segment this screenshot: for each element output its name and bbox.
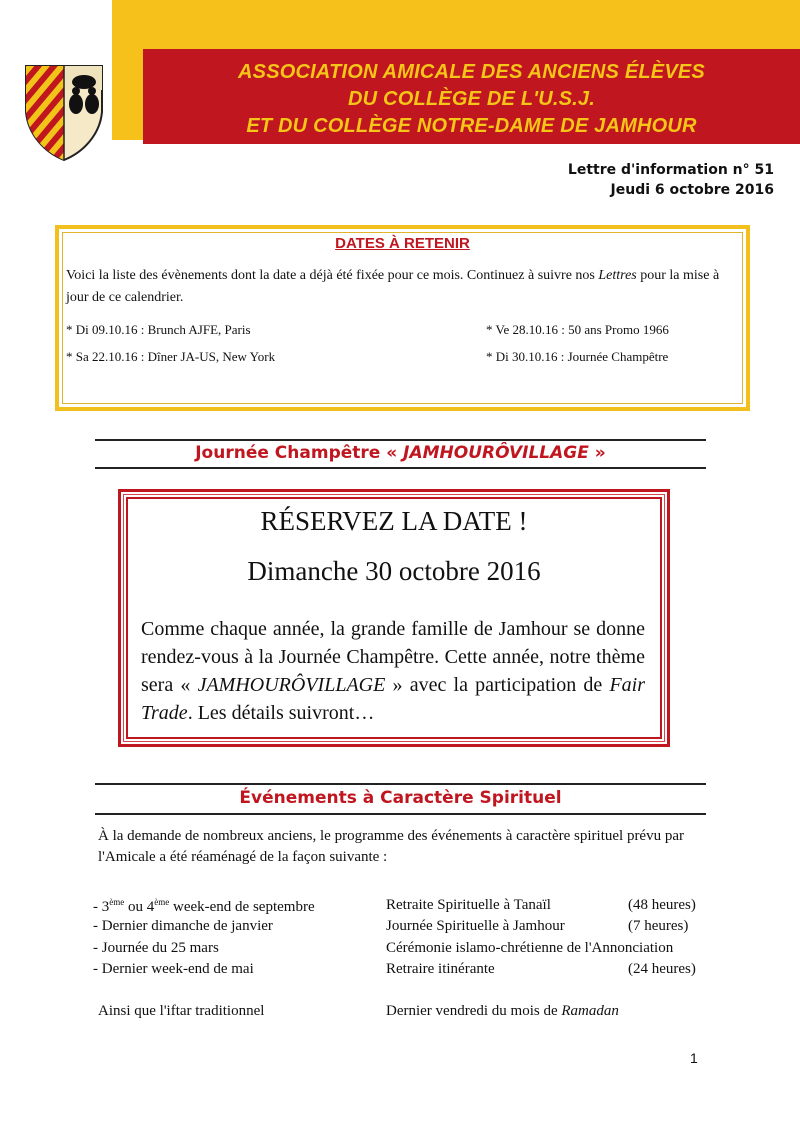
- when-text: - 3: [93, 899, 110, 915]
- dates-box-title: DATES À RETENIR: [335, 235, 470, 252]
- schedule-when: - Dernier dimanche de janvier: [93, 918, 273, 934]
- association-title-line: ASSOCIATION AMICALE DES ANCIENS ÉLÈVES: [238, 61, 705, 83]
- reserve-date-box: [118, 489, 670, 747]
- schedule-when: Ainsi que l'iftar traditionnel: [98, 1003, 265, 1019]
- section-title-italic: JAMHOURÔVILLAGE: [403, 443, 589, 463]
- event-item: * Di 30.10.16 : Journée Champêtre: [486, 349, 669, 364]
- schedule-duration: (24 heures): [628, 961, 696, 977]
- page-number: 1: [690, 1050, 698, 1066]
- intro-italic: Lettres: [598, 268, 637, 283]
- ordinal-sup: ème: [154, 897, 170, 907]
- event-item: * Di 09.10.16 : Brunch AJFE, Paris: [66, 322, 251, 337]
- schedule-event: Retraite Spirituelle à Tanaïl: [386, 897, 551, 913]
- reserve-description: [141, 615, 645, 727]
- section-title-text: »: [588, 443, 606, 463]
- college-crest-logo: [22, 62, 106, 164]
- schedule-event: Retraire itinérante: [386, 961, 495, 977]
- event-italic: Ramadan: [561, 1003, 619, 1019]
- spiritual-intro: À la demande de nombreux anciens, le programme des événements à caractère spirituel prévu par l'Amicale a été réaménagé de la façon suivante :: [98, 828, 684, 865]
- reserve-italic: Fair Trade: [141, 674, 646, 724]
- association-title-banner: [143, 49, 800, 144]
- section-title-text: Journée Champêtre «: [195, 443, 404, 463]
- schedule-when: [93, 897, 315, 916]
- reserve-title: RÉSERVEZ LA DATE !: [260, 506, 528, 536]
- reserve-text: Comme chaque année, la grande famille de Jamhour se donne rendez-vous à la Journée Champêtre. Cette année, notre thème sera «: [141, 618, 645, 696]
- schedule-duration: (7 heures): [628, 918, 689, 934]
- section-rule-top: [95, 439, 706, 441]
- schedule-event: Journée Spirituelle à Jamhour: [386, 918, 565, 934]
- reserve-text: » avec la participation de: [385, 674, 610, 696]
- intro-text: Voici la liste des évènements dont la date a déjà été fixée pour ce mois. Continuez à suivre nos: [66, 268, 599, 283]
- section-rule-bottom: [95, 813, 706, 815]
- section-rule-top: [95, 783, 706, 785]
- schedule-event: Cérémonie islamo-chrétienne de l'Annonciation: [386, 940, 674, 956]
- when-text: ou 4: [124, 899, 155, 915]
- reserve-text: . Les détails suivront…: [187, 702, 375, 724]
- dates-box-intro: [66, 265, 736, 309]
- reserve-event-date: Dimanche 30 octobre 2016: [247, 556, 541, 586]
- ordinal-sup: ème: [109, 897, 125, 907]
- association-title-line: DU COLLÈGE DE L'U.S.J.: [348, 88, 595, 110]
- intro-text: pour la mise à jour de ce calendrier.: [66, 268, 720, 305]
- section-title-spirituel: Événements à Caractère Spirituel: [239, 788, 562, 808]
- dates-box: [55, 225, 750, 411]
- schedule-duration: (48 heures): [628, 897, 696, 913]
- dates-box-inner-border: [62, 232, 743, 404]
- event-text: Dernier vendredi du mois de: [386, 1003, 562, 1019]
- event-item: * Sa 22.10.16 : Dîner JA-US, New York: [66, 349, 276, 364]
- association-title-line: ET DU COLLÈGE NOTRE-DAME DE JAMHOUR: [246, 115, 697, 137]
- schedule-event: [386, 1003, 619, 1020]
- section-title-journee: [95, 443, 706, 463]
- reserve-italic: JAMHOURÔVILLAGE: [197, 674, 386, 696]
- newsletter-info: [568, 160, 774, 200]
- event-item: * Ve 28.10.16 : 50 ans Promo 1966: [486, 322, 669, 337]
- section-rule-bottom: [95, 467, 706, 469]
- schedule-when: - Dernier week-end de mai: [93, 961, 254, 977]
- schedule-when: - Journée du 25 mars: [93, 940, 219, 956]
- newsletter-date: Jeudi 6 octobre 2016: [610, 182, 774, 198]
- when-text: week-end de septembre: [169, 899, 315, 915]
- newsletter-number: Lettre d'information n° 51: [567, 162, 774, 178]
